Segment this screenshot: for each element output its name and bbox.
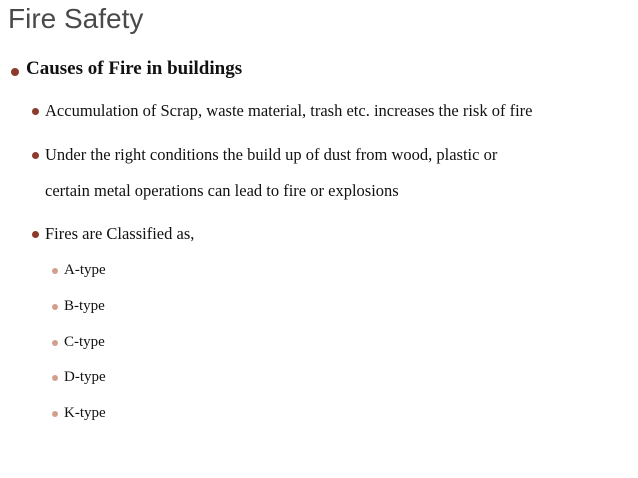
- bullet-icon: [52, 375, 58, 381]
- bullet-icon: [52, 304, 58, 310]
- bullet-icon: [32, 231, 39, 238]
- bullet-icon: [52, 340, 58, 346]
- fire-type-label: B-type: [64, 298, 105, 314]
- bullet-icon: [11, 68, 19, 76]
- fire-type-label: C-type: [64, 334, 105, 350]
- bullet-icon: [52, 268, 58, 274]
- bullet-icon: [32, 108, 39, 115]
- fire-type-label: D-type: [64, 369, 106, 385]
- slide-title: Fire Safety: [8, 3, 144, 34]
- point-text: Fires are Classified as,: [45, 224, 195, 243]
- point-text-continued: certain metal operations can lead to fire or explosions: [45, 181, 399, 200]
- bullet-icon: [32, 152, 39, 159]
- heading-text: Causes of Fire in buildings: [26, 58, 243, 79]
- fire-type-label: A-type: [64, 262, 106, 278]
- point-text: Under the right conditions the build up of dust from wood, plastic or: [45, 145, 498, 164]
- point-text: Accumulation of Scrap, waste material, trash etc. increases the risk of fire: [45, 101, 533, 120]
- bullet-icon: [52, 411, 58, 417]
- fire-type-label: K-type: [64, 405, 106, 421]
